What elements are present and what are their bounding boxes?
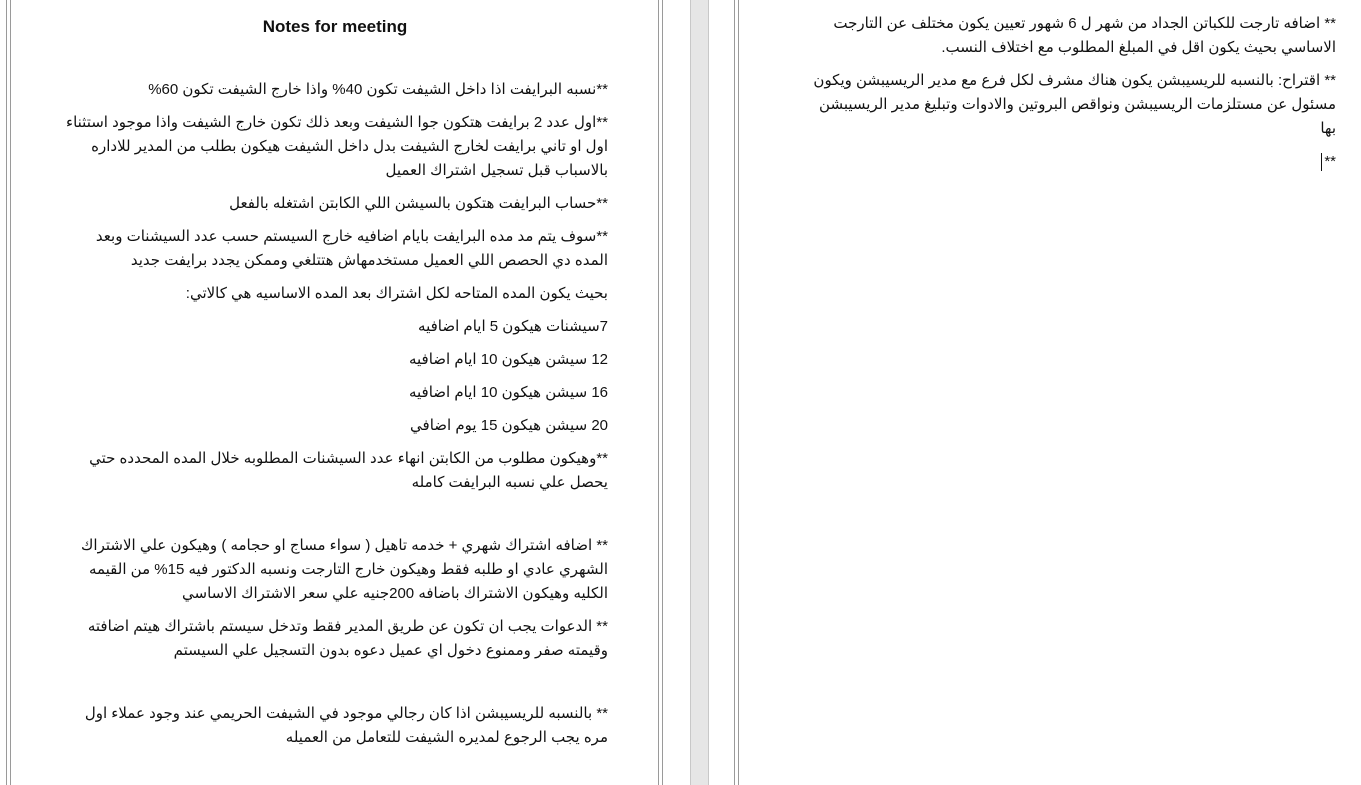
paragraph-current[interactable] xyxy=(810,150,1336,174)
paragraph: ** اقتراح: بالنسبه للريسيبشن يكون هناك مشرف لكل فرع مع مدير الريسيبشن ويكون مسئول عن مستلزمات الريسيبشن ونواقص البروتين والادوات وتبليغ مدير الريسيبشن بها xyxy=(813,72,1336,137)
empty-line xyxy=(62,504,608,534)
paragraph: بحيث يكون المده المتاحه لكل اشتراك بعد المده الاساسيه هي كالاتي: xyxy=(185,285,608,302)
paragraph: 12 سيشن هيكون 10 ايام اضافيه xyxy=(408,351,608,368)
document-page-1[interactable] xyxy=(62,12,608,759)
page-border-right-inner xyxy=(658,0,659,785)
page2-border-left-outer xyxy=(734,0,735,785)
paragraph: 7سيشنات هيكون 5 ايام اضافيه xyxy=(418,318,608,335)
paragraph-text: ** xyxy=(1324,153,1336,170)
document-page-2[interactable] xyxy=(810,12,1336,183)
document-title: Notes for meeting xyxy=(262,17,408,36)
empty-line xyxy=(62,672,608,702)
paragraph: ** اضافه اشتراك شهري + خدمه تاهيل ( سواء مساج او حجامه ) وهيكون علي الاشتراك الشهري عادي او طلبه فقط وهيكون خارج التارجت ونسبه الدكتور فيه 15% من القيمه الكليه وهيكون الاشتراك باضافه 200جنيه علي سعر الاشتراك الاساسي xyxy=(81,537,608,602)
paragraph: ** بالنسبه للريسيبشن اذا كان رجالي موجود في الشيفت الحريمي عند وجود عملاء اول مره يجب الرجوع لمديره الشيفت للتعامل من العميله xyxy=(84,705,608,746)
paragraph: **سوف يتم مد مده البرايفت بايام اضافيه خارج السيستم حسب عدد السيشنات وبعد المده دي الحصص اللي العميل مستخدمهاش هتتلغي وممكن يجدد برايفت جديد xyxy=(95,228,608,269)
paragraph: 20 سيشن هيكون 15 يوم اضافي xyxy=(410,417,608,434)
page-gap xyxy=(690,0,709,785)
paragraph: **نسبه البرايفت اذا داخل الشيفت تكون 40% واذا خارج الشيفت تكون 60% xyxy=(148,81,608,98)
page-border-left-outer xyxy=(6,0,7,785)
paragraph: **حساب البرايفت هتكون بالسيشن اللي الكابتن اشتغله بالفعل xyxy=(229,195,608,212)
paragraph: **وهيكون مطلوب من الكابتن انهاء عدد السيشنات المطلوبه خلال المده المحدده حتي يحصل علي نسبه البرايفت كامله xyxy=(89,450,608,491)
page-border-right-outer xyxy=(662,0,663,785)
paragraph: 16 سيشن هيكون 10 ايام اضافيه xyxy=(408,384,608,401)
paragraph: ** اضافه تارجت للكباتن الجداد من شهر ل 6 شهور تعيين يكون مختلف عن التارجت الاساسي بحيث يكون اقل في المبلغ المطلوب مع اختلاف النسب. xyxy=(833,15,1336,56)
text-cursor xyxy=(1321,153,1322,171)
paragraph: **اول عدد 2 برايفت هتكون جوا الشيفت وبعد ذلك تكون خارج الشيفت واذا موجود استثناء اول او تاني برايفت لخارج الشيفت بدل داخل الشيفت هيكون بطلب من المدير للاداره بالاسباب قبل تسجيل اشتراك العميل xyxy=(66,114,608,179)
page-border-left-inner xyxy=(10,0,11,785)
page2-border-left-inner xyxy=(738,0,739,785)
paragraph: ** الدعوات يجب ان تكون عن طريق المدير فقط وتدخل سيستم باشتراك هيتم اضافته وقيمته صفر وممنوع دخول اي عميل دعوه بدون التسجيل علي السيستم xyxy=(87,618,608,659)
